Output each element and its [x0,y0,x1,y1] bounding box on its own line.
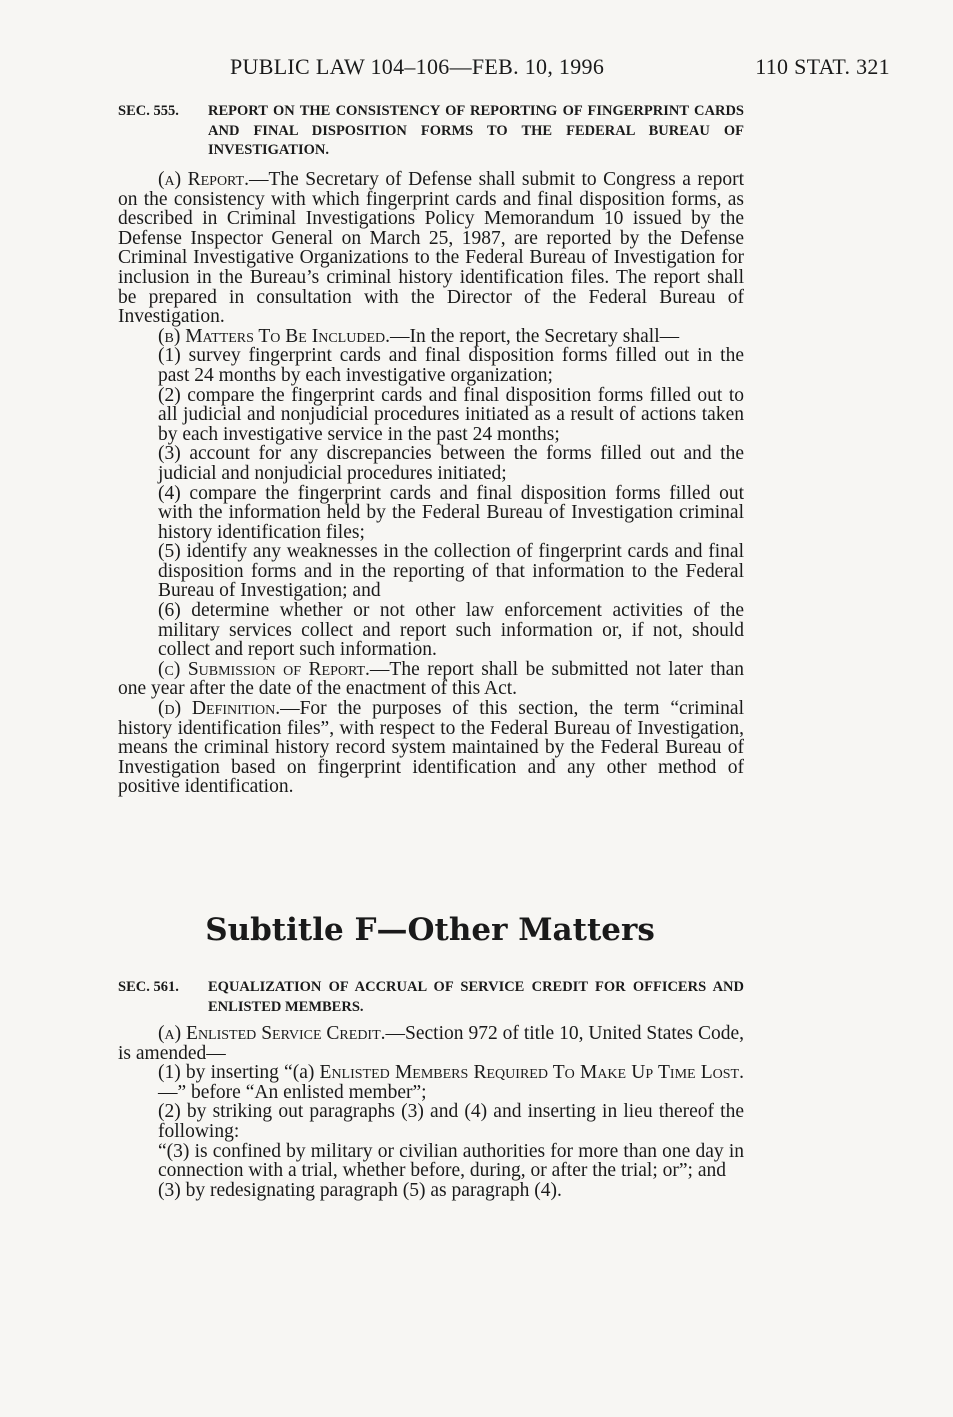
item-heading-smallcaps: Enlisted Members Required To Make Up Time Lost. [319,1062,744,1084]
header-law-citation: PUBLIC LAW 104–106—FEB. 10, 1996 [230,54,605,79]
subsection-heading: (d) Definition. [158,698,281,720]
section-title: REPORT ON THE CONSISTENCY OF REPORTING OF FINGERPRINT CARDS AND FINAL DISPOSITION FORMS TO THE FEDERAL BUREAU OF INVESTIGATION. [208,103,744,158]
subsection-heading: (a) Enlisted Service Credit. [158,1023,386,1044]
subsection-text: —The report shall be submitted not later than one year after the date of the enactment of this Act. [118,658,744,700]
header-page-stat: 110 STAT. 321 [755,54,890,79]
subsection-text: —In the report, the Secretary shall— [389,325,680,347]
list-item: (2) by striking out paragraphs (3) and (4) and inserting in lieu thereof the following: [158,1101,744,1142]
list-item: (5) identify any weaknesses in the collection of fingerprint cards and final disposition forms and in the reporting of that information to the Federal Bureau of Investigation; and [158,541,744,602]
section-561-heading [118,978,744,1017]
subsection-b [118,327,744,347]
list-item: (1) survey fingerprint cards and final disposition forms filled out in the past 24 months by each investigative organization; [158,345,744,386]
subtitle-heading: Subtitle F—Other Matters [205,912,655,948]
list-item: (6) determine whether or not other law enforcement activities of the military services collect and report such information or, if not, should collect and report such information. [158,600,744,661]
section-number: SEC. 555. [118,103,179,119]
list-item: (2) compare the fingerprint cards and final disposition forms filled out to all judicial and nonjudicial procedures initiated as a result of actions taken by each investigative service in the past 24 months; [158,384,744,445]
subsection-c [118,660,744,699]
section-555-body [118,170,744,797]
item-text-post: —” before “An enlisted member”; [158,1081,427,1103]
section-561-body [118,1024,744,1200]
subsection-a [118,1024,744,1063]
subsection-text: —Section 972 of title 10, United States Code, is amended— [118,1023,744,1064]
subsection-heading: (c) Submission of Report. [158,658,370,680]
section-title: EQUALIZATION OF ACCRUAL OF SERVICE CREDIT FOR OFFICERS AND ENLISTED MEMBERS. [208,979,744,1015]
section-555-heading [118,102,744,161]
quoted-paragraph: “(3) is confined by military or civilian authorities for more than one day in connection with a trial, whether before, during, or after the trial; or”; and [158,1140,744,1182]
subsection-a [118,170,744,327]
item-text-pre: (1) by inserting “(a) [158,1062,320,1084]
subsection-heading: (a) Report. [158,169,249,190]
list-item [158,1063,744,1102]
list-item: (4) compare the fingerprint cards and final disposition forms filled out with the information held by the Federal Bureau of Investigation criminal history identification files; [158,482,744,543]
subsection-d [118,699,744,797]
list-item: (3) by redesignating paragraph (5) as paragraph (4). [158,1179,562,1201]
section-number: SEC. 561. [118,979,179,995]
subsection-text: —The Secretary of Defense shall submit to Congress a report on the consistency with which fingerprint cards and final disposition forms, as described in Criminal Investigations Policy Memorandum 10 issued by the Defense Inspector General on March 25, 1987, are reported by the Defense Criminal Investigative Organizations to the Federal Bureau of Investigation for inclusion in the Bureau’s criminal history identification files. The report shall be prepared in consultation with the Director of the Federal Bureau of Investigation. [118,169,744,328]
subsection-heading: (b) Matters To Be Included. [158,325,390,347]
list-item: (3) account for any discrepancies between the forms filled out and the judicial and nonjudicial procedures initiated; [158,443,744,484]
subsection-text: —For the purposes of this section, the term “criminal history identification files”, with respect to the Federal Bureau of Investigation, means the criminal history record system maintained by the Federal Bureau of Investigation based on fingerprint identification and any other method of positive identification. [118,698,745,798]
